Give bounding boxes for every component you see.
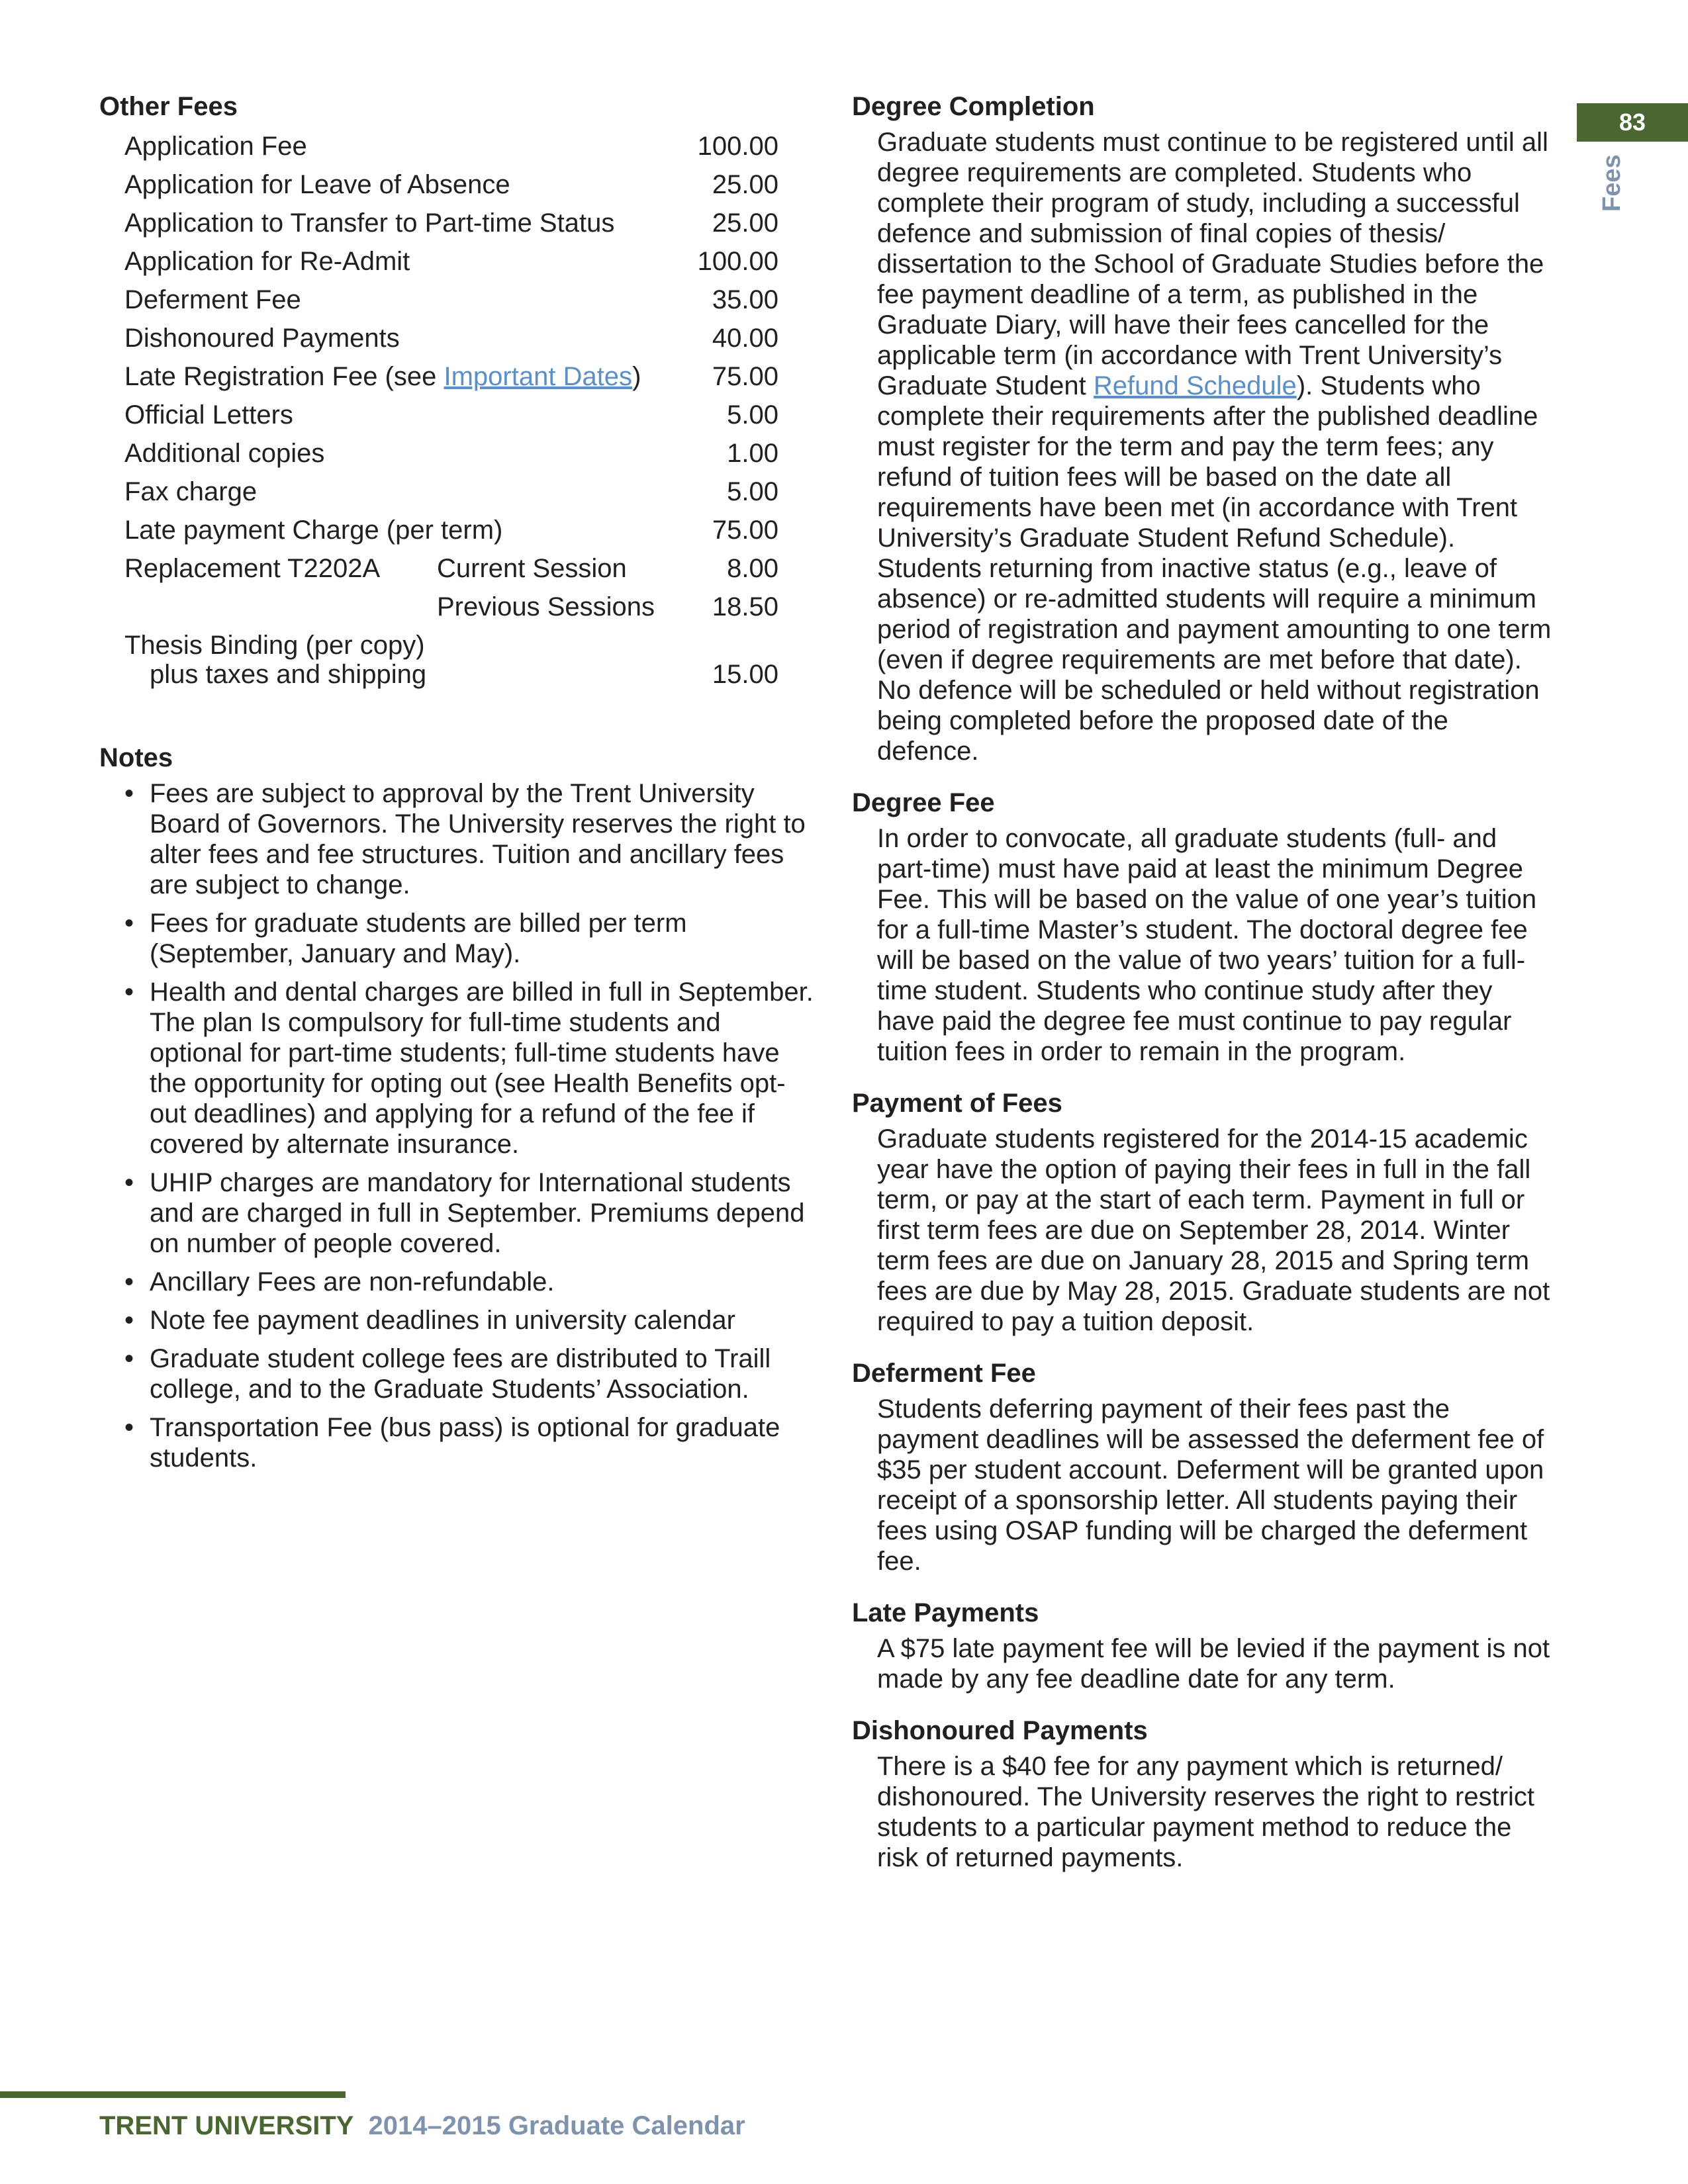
fee-row <box>124 434 853 473</box>
page-footer <box>99 2111 745 2141</box>
fee-row <box>124 473 853 511</box>
bullet-icon: • <box>124 779 134 808</box>
degree-fee-text: In order to convocate, all graduate students (full- and part-time) must have paid at least the minimum Degree Fee. This will be based on the value of one year’s tuition for a full-time Master’s student. The doctoral degree fee will be based on the value of two years’ tuition for a full-time student. Students who continue study after they have paid the degree fee must continue to pay regular tuition fees in order to remain in the program. <box>877 824 1537 1066</box>
fee-row-late-registration <box>124 357 853 396</box>
footer-rule <box>0 2091 346 2098</box>
other-fees-heading: Other Fees <box>99 92 238 121</box>
bullet-icon: • <box>124 1168 134 1197</box>
deferment-fee-section <box>852 1357 1570 1576</box>
fee-label: Late payment Charge (per term) <box>124 516 503 545</box>
fee-row <box>124 319 853 357</box>
degree-completion-section <box>852 90 1570 766</box>
fee-label: Dishonoured Payments <box>124 324 400 353</box>
fee-row <box>124 281 853 319</box>
fee-amount: 100.00 <box>697 247 778 276</box>
list-item <box>124 1305 818 1336</box>
right-column <box>852 90 1570 1893</box>
bullet-icon: • <box>124 1267 134 1297</box>
fee-label-suffix: ) <box>632 362 641 391</box>
fee-row <box>124 127 853 165</box>
note-text: Ancillary Fees are non-refundable. <box>150 1267 555 1297</box>
list-item <box>124 977 818 1160</box>
fee-row-thesis-binding <box>124 626 853 690</box>
list-item <box>124 778 818 900</box>
bullet-icon: • <box>124 909 134 938</box>
bullet-icon: • <box>124 1306 134 1335</box>
fee-label: Thesis Binding (per copy) <box>124 631 425 660</box>
refund-schedule-link[interactable]: Refund Schedule <box>1093 371 1297 400</box>
list-item <box>124 1167 818 1259</box>
notes-section <box>99 741 814 1473</box>
late-payments-section <box>852 1596 1570 1694</box>
fee-amount: 100.00 <box>697 132 778 161</box>
fee-amount: 1.00 <box>727 439 778 468</box>
late-payments-heading: Late Payments <box>852 1598 1039 1627</box>
fee-row <box>124 165 853 204</box>
note-text: Health and dental charges are billed in full in September. The plan Is compulsory for full-time students and optional for part-time students; full-time students have the opportunity for opting out (see Health Benefits opt-out deadlines) and applying for a refund of the fee if covered by alternate insurance. <box>150 978 814 1159</box>
note-text: Transportation Fee (bus pass) is optional for graduate students. <box>150 1413 780 1473</box>
other-fees-table <box>124 127 853 690</box>
degree-completion-text-start: Graduate students must continue to be registered until all degree requirements are completed. Students who complete their program of study, including a successful defence and submission of final copies of thesis/ dissertation to the School of Graduate Studies before the fee payment deadline of a term, as published in the Graduate Diary, will have their fees cancelled for the applicable term (in accordance with Trent University’s Graduate Student <box>877 128 1548 400</box>
fee-row <box>124 396 853 434</box>
note-text: Graduate student college fees are distributed to Traill college, and to the Graduate Students’ Association. <box>150 1344 771 1404</box>
notes-heading: Notes <box>99 743 173 772</box>
important-dates-link[interactable]: Important Dates <box>444 362 633 391</box>
section-side-label: Fees <box>1598 154 1626 212</box>
fee-label: Official Letters <box>124 400 293 430</box>
bullet-icon: • <box>124 978 134 1007</box>
fee-row <box>124 242 853 281</box>
fee-label: Application for Re-Admit <box>124 247 410 276</box>
list-item <box>124 1267 818 1297</box>
bullet-icon: • <box>124 1413 134 1442</box>
fee-label: Application for Leave of Absence <box>124 170 510 199</box>
deferment-fee-heading: Deferment Fee <box>852 1359 1036 1388</box>
fee-label-prefix: Late Registration Fee (see <box>124 362 444 391</box>
fee-amount: 5.00 <box>727 477 778 506</box>
fee-sublabel: Current Session <box>437 554 627 583</box>
dishonoured-payments-heading: Dishonoured Payments <box>852 1716 1148 1745</box>
list-item <box>124 1412 818 1473</box>
degree-completion-text-end: ). Students who complete their requirements after the published deadline must register for the term and pay the term fees; any refund of tuition fees will be based on the date all requirements have been met (in accordance with Trent University’s Graduate Student Refund Schedule). Students returning from inactive status (e.g., leave of absence) or re-admitted students will require a minimum period of registration and payment amounting to one term (even if degree requirements are met before that date). No defence will be scheduled or held without registration being completed before the proposed date of the defence. <box>877 371 1552 766</box>
fee-amount: 40.00 <box>712 324 778 353</box>
degree-completion-text <box>877 127 1552 766</box>
left-column <box>99 90 814 1481</box>
deferment-fee-text: Students deferring payment of their fees past the payment deadlines will be assessed the deferment fee of $35 per student account. Deferment will be granted upon receipt of a sponsorship letter. All students paying their fees using OSAP funding will be charged the deferment fee. <box>877 1394 1544 1576</box>
fee-row <box>124 204 853 242</box>
bullet-icon: • <box>124 1344 134 1373</box>
degree-fee-heading: Degree Fee <box>852 788 995 817</box>
fee-amount: 8.00 <box>727 554 778 583</box>
fee-amount: 15.00 <box>712 660 778 689</box>
payment-of-fees-heading: Payment of Fees <box>852 1089 1062 1118</box>
footer-calendar-title: 2014–2015 Graduate Calendar <box>368 2111 745 2140</box>
notes-list <box>99 778 814 1473</box>
fee-row <box>124 511 853 549</box>
fee-label: Deferment Fee <box>124 285 301 314</box>
fee-amount: 25.00 <box>712 208 778 238</box>
fee-label: Additional copies <box>124 439 325 468</box>
list-item <box>124 908 818 969</box>
note-text: Note fee payment deadlines in university calendar <box>150 1306 735 1335</box>
fee-amount: 25.00 <box>712 170 778 199</box>
fee-row <box>124 588 853 626</box>
list-item <box>124 1343 818 1404</box>
page-number-tab: 83 <box>1577 103 1688 142</box>
fee-amount: 35.00 <box>712 285 778 314</box>
note-text: Fees for graduate students are billed per term (September, January and May). <box>150 909 687 968</box>
degree-completion-heading: Degree Completion <box>852 92 1095 121</box>
fee-label-continued: plus taxes and shipping <box>150 660 427 689</box>
fee-label: Application Fee <box>124 132 307 161</box>
fee-amount: 75.00 <box>712 362 778 391</box>
fee-sublabel: Previous Sessions <box>437 592 655 621</box>
payment-of-fees-text: Graduate students registered for the 2014-15 academic year have the option of paying their fees in full in the fall term, or pay at the start of each term. Payment in full or first term fees are due on September 28, 2014. Winter term fees are due on January 28, 2015 and Spring term fees are due by May 28, 2015. Graduate students are not required to pay a tuition deposit. <box>877 1124 1550 1336</box>
fee-amount: 5.00 <box>727 400 778 430</box>
footer-university: TRENT UNIVERSITY <box>99 2111 354 2140</box>
fee-label: Application to Transfer to Part-time Status <box>124 208 615 238</box>
fee-label: Fax charge <box>124 477 258 506</box>
payment-of-fees-section <box>852 1087 1570 1337</box>
fee-label: Replacement T2202A <box>124 554 381 583</box>
note-text: UHIP charges are mandatory for International students and are charged in full in September. Premiums depend on number of people covered. <box>150 1168 805 1258</box>
fee-row <box>124 549 853 588</box>
note-text: Fees are subject to approval by the Trent University Board of Governors. The University reserves the right to alter fees and fee structures. Tuition and ancillary fees are subject to change. <box>150 779 806 899</box>
dishonoured-payments-section <box>852 1714 1570 1873</box>
fee-label <box>124 357 641 396</box>
late-payments-text: A $75 late payment fee will be levied if the payment is not made by any fee deadline date for any term. <box>877 1634 1550 1694</box>
fee-amount: 75.00 <box>712 516 778 545</box>
degree-fee-section <box>852 786 1570 1067</box>
dishonoured-payments-text: There is a $40 fee for any payment which is returned/ dishonoured. The University reserves the right to restrict students to a particular payment method to reduce the risk of returned payments. <box>877 1752 1535 1872</box>
fee-amount: 18.50 <box>712 592 778 621</box>
